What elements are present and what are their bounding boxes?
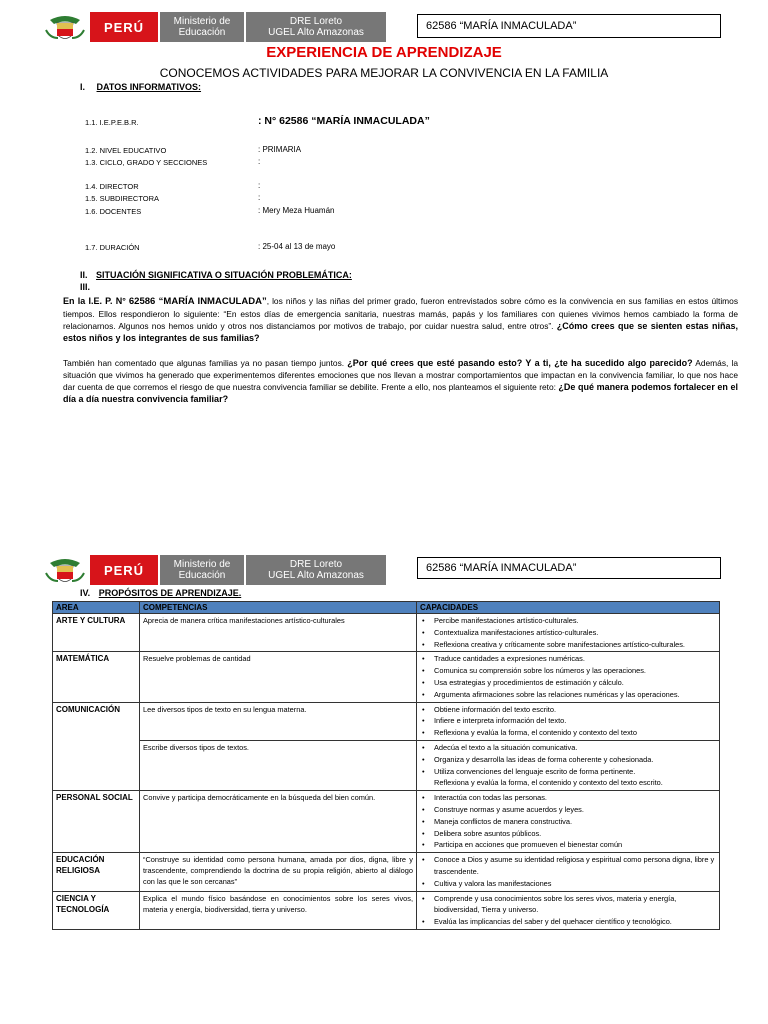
list-item: • Contextualiza manifestaciones artístico-culturales. bbox=[434, 627, 716, 639]
list-item: • Utiliza convenciones del lenguaje escrito de forma pertinente. bbox=[434, 766, 716, 778]
section-1-heading bbox=[80, 82, 201, 92]
table-row bbox=[53, 652, 720, 702]
ministerio-line2: Educación bbox=[178, 27, 226, 38]
school-name-box: 62586 “MARÍA INMACULADA” bbox=[417, 14, 721, 38]
dre-logo bbox=[244, 555, 386, 585]
competencia-cell: “Construye su identidad como persona humana, amada por dios, digna, libre y trascendente, comprendiendo la doctrina de su propia religión, abierto al diálogo con las que le son cercanas” bbox=[140, 853, 417, 891]
ministerio-line2: Educación bbox=[178, 570, 226, 581]
list-item: • Organiza y desarrolla las ideas de forma coherente y cohesionada. bbox=[434, 754, 716, 766]
ciclo-value: : bbox=[258, 157, 261, 166]
peru-coat-of-arms-icon bbox=[40, 12, 90, 42]
list-item-plain: Reflexiona y evalúa la forma, el contenido y contexto del texto escrito. bbox=[434, 778, 663, 788]
table-row bbox=[53, 740, 720, 790]
section-2-heading bbox=[80, 270, 352, 280]
capacidades-cell bbox=[417, 891, 720, 929]
para2-lead: También han comentado que algunas familias ya no pasan tiempo juntos. bbox=[63, 358, 345, 368]
table-row bbox=[53, 702, 720, 740]
section-4-heading bbox=[80, 588, 241, 598]
docentes-value: : Mery Meza Huamán bbox=[258, 206, 335, 215]
ministerio-logo bbox=[158, 12, 244, 42]
competencia-cell: Escribe diversos tipos de textos. bbox=[140, 740, 417, 790]
competencia-cell: Aprecia de manera crítica manifestaciones artístico-culturales bbox=[140, 614, 417, 652]
section-1-number: I. bbox=[80, 82, 86, 92]
page-title: EXPERIENCIA DE APRENDIZAJE bbox=[266, 44, 502, 61]
section-4-number: IV. bbox=[80, 588, 91, 598]
header-competencias: COMPETENCIAS bbox=[140, 602, 417, 614]
para2-question2: ¿De qué manera podemos fortalecer en el día a día nuestra convivencia familiar? bbox=[63, 382, 739, 404]
area-cell: CIENCIA Y TECNOLOGÍA bbox=[53, 891, 140, 929]
duracion-value: : 25-04 al 13 de mayo bbox=[258, 242, 336, 251]
list-item: • Traduce cantidades a expresiones numéricas. bbox=[434, 653, 716, 665]
capacidades-cell bbox=[417, 791, 720, 853]
ministerio-line1: Ministerio de bbox=[173, 559, 231, 570]
section-2-number: II. bbox=[80, 270, 88, 280]
list-item: • Cultiva y valora las manifestaciones bbox=[434, 878, 716, 890]
peru-coat-of-arms-icon bbox=[40, 555, 90, 585]
director-label: 1.4. DIRECTOR bbox=[85, 182, 139, 191]
list-item: • Comprende y usa conocimientos sobre los seres vivos, materia y energía, biodiversidad, Tierra y universo. bbox=[434, 893, 716, 917]
nivel-label: 1.2. NIVEL EDUCATIVO bbox=[85, 146, 167, 155]
header-capacidades: CAPACIDADES bbox=[417, 602, 720, 614]
table-header-row bbox=[53, 602, 720, 614]
table-row bbox=[53, 614, 720, 652]
list-item: • Comunica su comprensión sobre los números y las operaciones. bbox=[434, 665, 716, 677]
dre-line1: DRE Loreto bbox=[289, 16, 343, 27]
area-cell: MATEMÁTICA bbox=[53, 652, 140, 702]
peru-logo: PERÚ bbox=[90, 12, 158, 42]
dre-logo bbox=[244, 12, 386, 42]
list-item: • Adecúa el texto a la situación comunicativa. bbox=[434, 742, 716, 754]
header-area: AREA bbox=[53, 602, 140, 614]
area-cell: PERSONAL SOCIAL bbox=[53, 791, 140, 853]
section-1-label: DATOS INFORMATIVOS: bbox=[96, 82, 202, 92]
para1-text: , los niños y las niñas del primer grado, fueron entrevistados sobre cómo es la convivencia en sus familias en estos últimos tiempos. Ellos respondieron lo siguiente: “En estos días de emergencia sanitaria, nuestras mamás, papás y los familiares con quienes vivimos hemos cambiado la forma de relacionarnos. Algunos nos hemos unido y otros nos distanciamos por motivos de trabajo, por cuidar nuestra salud, entre otros”. bbox=[63, 296, 739, 331]
nivel-value: : PRIMARIA bbox=[258, 145, 302, 154]
competencia-cell: Resuelve problemas de cantidad bbox=[140, 652, 417, 702]
page-subtitle: CONOCEMOS ACTIVIDADES PARA MEJORAR LA CONVIVENCIA EN LA FAMILIA bbox=[159, 66, 609, 80]
list-item: • Maneja conflictos de manera constructiva. bbox=[434, 816, 716, 828]
ciclo-label: 1.3. CICLO, GRADO Y SECCIONES bbox=[85, 158, 208, 167]
list-item: • Interactúa con todas las personas. bbox=[434, 792, 716, 804]
section-3-number: III. bbox=[80, 282, 91, 292]
subdirectora-value: : bbox=[258, 193, 261, 202]
duracion-label: 1.7. DURACIÓN bbox=[85, 243, 140, 252]
list-item: • Usa estrategias y procedimientos de estimación y cálculo. bbox=[434, 677, 716, 689]
capacidades-cell bbox=[417, 652, 720, 702]
list-item: • Infiere e interpreta información del texto. bbox=[434, 715, 716, 727]
section-4-label: PROPÓSITOS DE APRENDIZAJE. bbox=[98, 588, 242, 598]
situation-paragraph-2 bbox=[63, 357, 738, 405]
para1-question: ¿Cómo crees que se sienten estas niñas, estos niños y los integrantes de sus familias? bbox=[63, 321, 738, 343]
para1-school: 62586 “MARÍA INMACULADA” bbox=[128, 296, 267, 307]
list-item: • Conoce a Dios y asume su identidad religiosa y espiritual como persona digna, libre y trascendente. bbox=[434, 854, 716, 878]
area-cell: EDUCACIÓN RELIGIOSA bbox=[53, 853, 140, 891]
para2-question1: ¿Por qué crees que esté pasando esto? Y a ti, ¿te ha sucedido algo parecido? bbox=[347, 358, 693, 368]
iepebr-label: 1.1. I.E.P.E.B.R. bbox=[85, 118, 139, 127]
list-item: • Obtiene información del texto escrito. bbox=[434, 704, 716, 716]
ministerio-logo bbox=[158, 555, 244, 585]
competencia-cell: Lee diversos tipos de texto en su lengua materna. bbox=[140, 702, 417, 740]
list-item: • Argumenta afirmaciones sobre las relaciones numéricas y las operaciones. bbox=[434, 689, 716, 701]
para1-lead: En la I.E. P. N° bbox=[63, 296, 126, 306]
ministerio-line1: Ministerio de bbox=[173, 16, 231, 27]
dre-line2: UGEL Alto Amazonas bbox=[268, 27, 364, 38]
list-item: • Reflexiona y evalúa la forma, el contenido y contexto del texto bbox=[434, 727, 716, 739]
subdirectora-label: 1.5. SUBDIRECTORA bbox=[85, 194, 160, 203]
capacidades-cell bbox=[417, 740, 720, 790]
peru-logo: PERÚ bbox=[90, 555, 158, 585]
learning-purposes-table bbox=[52, 601, 720, 930]
docentes-label: 1.6. DOCENTES bbox=[85, 207, 142, 216]
iepebr-value: : N° 62586 “MARÍA INMACULADA” bbox=[258, 115, 430, 127]
capacidades-cell bbox=[417, 614, 720, 652]
capacidades-cell bbox=[417, 853, 720, 891]
director-value: : bbox=[258, 181, 261, 190]
para2-text: Además, la situación que vivimos ha generado que experimentemos diferentes emociones que nos llevan a mostrar comportamientos que impactan en la convivencia familiar, lo que nos hace dar cuenta de que corremos el riesgo de que nuestra convivencia familiar se debilite. Frente a ello, nos planteamos el siguiente reto: bbox=[63, 358, 739, 392]
school-name-box-2: 62586 “MARÍA INMACULADA” bbox=[417, 557, 721, 579]
table-row bbox=[53, 891, 720, 929]
capacidades-cell bbox=[417, 702, 720, 740]
list-item: • Evalúa las implicancias del saber y del quehacer científico y tecnológico. bbox=[434, 916, 716, 928]
table-row bbox=[53, 853, 720, 891]
section-2-label: SITUACIÓN SIGNIFICATIVA O SITUACIÓN PROBLEMÁTICA: bbox=[96, 270, 352, 280]
table-row bbox=[53, 791, 720, 853]
competencia-cell: Convive y participa democráticamente en la búsqueda del bien común. bbox=[140, 791, 417, 853]
area-cell: ARTE Y CULTURA bbox=[53, 614, 140, 652]
list-item: • Delibera sobre asuntos públicos. bbox=[434, 828, 716, 840]
list-item: • Participa en acciones que promueven el bienestar común bbox=[434, 839, 716, 851]
header-banner bbox=[40, 12, 386, 42]
dre-line2: UGEL Alto Amazonas bbox=[268, 570, 364, 581]
header-banner-2 bbox=[40, 555, 386, 585]
situation-paragraph-1 bbox=[63, 295, 738, 344]
list-item: • Percibe manifestaciones artístico-culturales. bbox=[434, 615, 716, 627]
competencia-cell: Explica el mundo físico basándose en conocimientos sobre los seres vivos, materia y energía, biodiversidad, tierra y universo. bbox=[140, 891, 417, 929]
dre-line1: DRE Loreto bbox=[289, 559, 343, 570]
list-item: • Construye normas y asume acuerdos y leyes. bbox=[434, 804, 716, 816]
list-item: • Reflexiona creativa y críticamente sobre manifestaciones artístico-culturales. bbox=[434, 639, 716, 651]
area-cell: COMUNICACIÓN bbox=[53, 702, 140, 791]
